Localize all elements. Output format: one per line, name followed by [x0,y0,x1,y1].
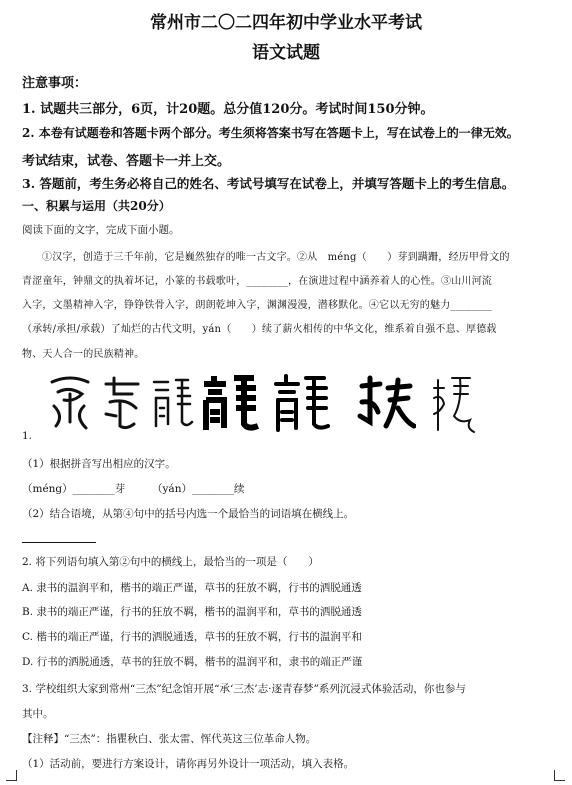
question-3-sub1: （1）活动前，要进行方案设计，请你再另外设计一项活动，填入表格。 [22,758,355,770]
pinyin-meng-blank: （méng）________芽 [22,483,126,495]
question-3-line2: 其中。 [22,708,54,720]
exam-subtitle: 语文试题 [252,43,320,63]
regular-dragon-icon [272,372,332,434]
seal-script-dragon-icon [44,372,96,434]
seal-script-dragon-icon [96,372,148,434]
question-1-sub2: （2）结合语境，从第④句中的括号内选一个最恰当的词语填在横线上。 [22,508,355,520]
exam-title: 常州市二〇二四年初中学业水平考试 [150,13,422,33]
passage-line-5: 物、天人合一的民族精神。 [22,349,145,360]
option-b: B. 隶书的端正严谨，行书的狂放不羁，楷书的温润平和，草书的洒脱通透 [22,606,362,618]
reading-instruction: 阅读下面的文字，完成下面小题。 [22,224,180,236]
question-1-sub1: （1）根据拼音写出相应的汉字。 [22,458,176,470]
passage-line-3: 入字，文墨精神入字，铮铮铁骨入字，朗朗乾坤入字，渊渊漫漫，潜移默化。④它以无穷的魅力________ [22,300,492,311]
passage-line-1: ①汉字，创造于三千年前，它是巍然独存的唯一古文字。②从 méng（ ）芽到蹒跚，经历甲骨文的 [42,252,510,263]
question-1-number: 1. [22,430,33,442]
crop-mark-right [554,770,565,781]
regular-dragon-icon [200,372,262,434]
notice-heading: 注意事项： [22,76,88,91]
crop-mark-left [6,770,17,781]
question-2: 2. 将下列语句填入第②句中的横线上，最恰当的一项是（ ） [22,556,319,568]
notice-item-1: 1. 试题共三部分，6页，计20题。总分值120分。考试时间150分钟。 [22,102,434,117]
clerical-dragon-icon [148,372,196,434]
passage-line-2: 青涩童年，钟鼎文的执着坏记，小篆的书载歌叶，________，在演进过程中涵养着人的心性。③山川河流 [22,276,492,287]
question-3-line1: 3. 学校组织大家到常州“三杰”纪念馆开展“承‘三杰’志·逐青春梦”系列沉浸式体验活动，你也参与 [22,683,466,695]
passage-line-4: （承转/承担/承载）了灿烂的古代文明，yán（ ）续了薪火相传的中华文化，维系着自强不息、厚德载 [22,324,497,335]
notice-item-3: 3. 答题前，考生务必将自己的姓名、考试号填写在试卷上，并填写答题卡上的考生信息。 [22,176,515,191]
section-heading: 一、积累与运用（共20分） [22,199,171,213]
option-c: C. 楷书的端正严谨，行书的洒脱通透，草书的狂放不羁，行书的温润平和 [22,631,362,643]
option-d: D. 行书的洒脱通透，草书的狂放不羁，楷书的温润平和，隶书的端正严谨 [22,656,363,668]
option-a: A. 隶书的温润平和，楷书的端正严谨，草书的狂放不羁，行书的洒脱通透 [22,582,362,594]
question-3-note: 【注释】“三杰”：指瞿秋白、张太雷、恽代英这三位革命人物。 [22,733,317,745]
notice-item-2-line1: 2. 本卷有试题卷和答题卡两个部分。考生须将答案书写在答题卡上，写在试卷上的一律无效。 [22,126,519,140]
cursive-dragon-icon [430,372,476,434]
pinyin-yan-blank: （yán）________续 [152,483,245,495]
running-dragon-icon [356,372,416,434]
notice-item-2-line2: 考试结束，试卷、答题卡一并上交。 [22,154,231,169]
answer-line [22,542,96,543]
